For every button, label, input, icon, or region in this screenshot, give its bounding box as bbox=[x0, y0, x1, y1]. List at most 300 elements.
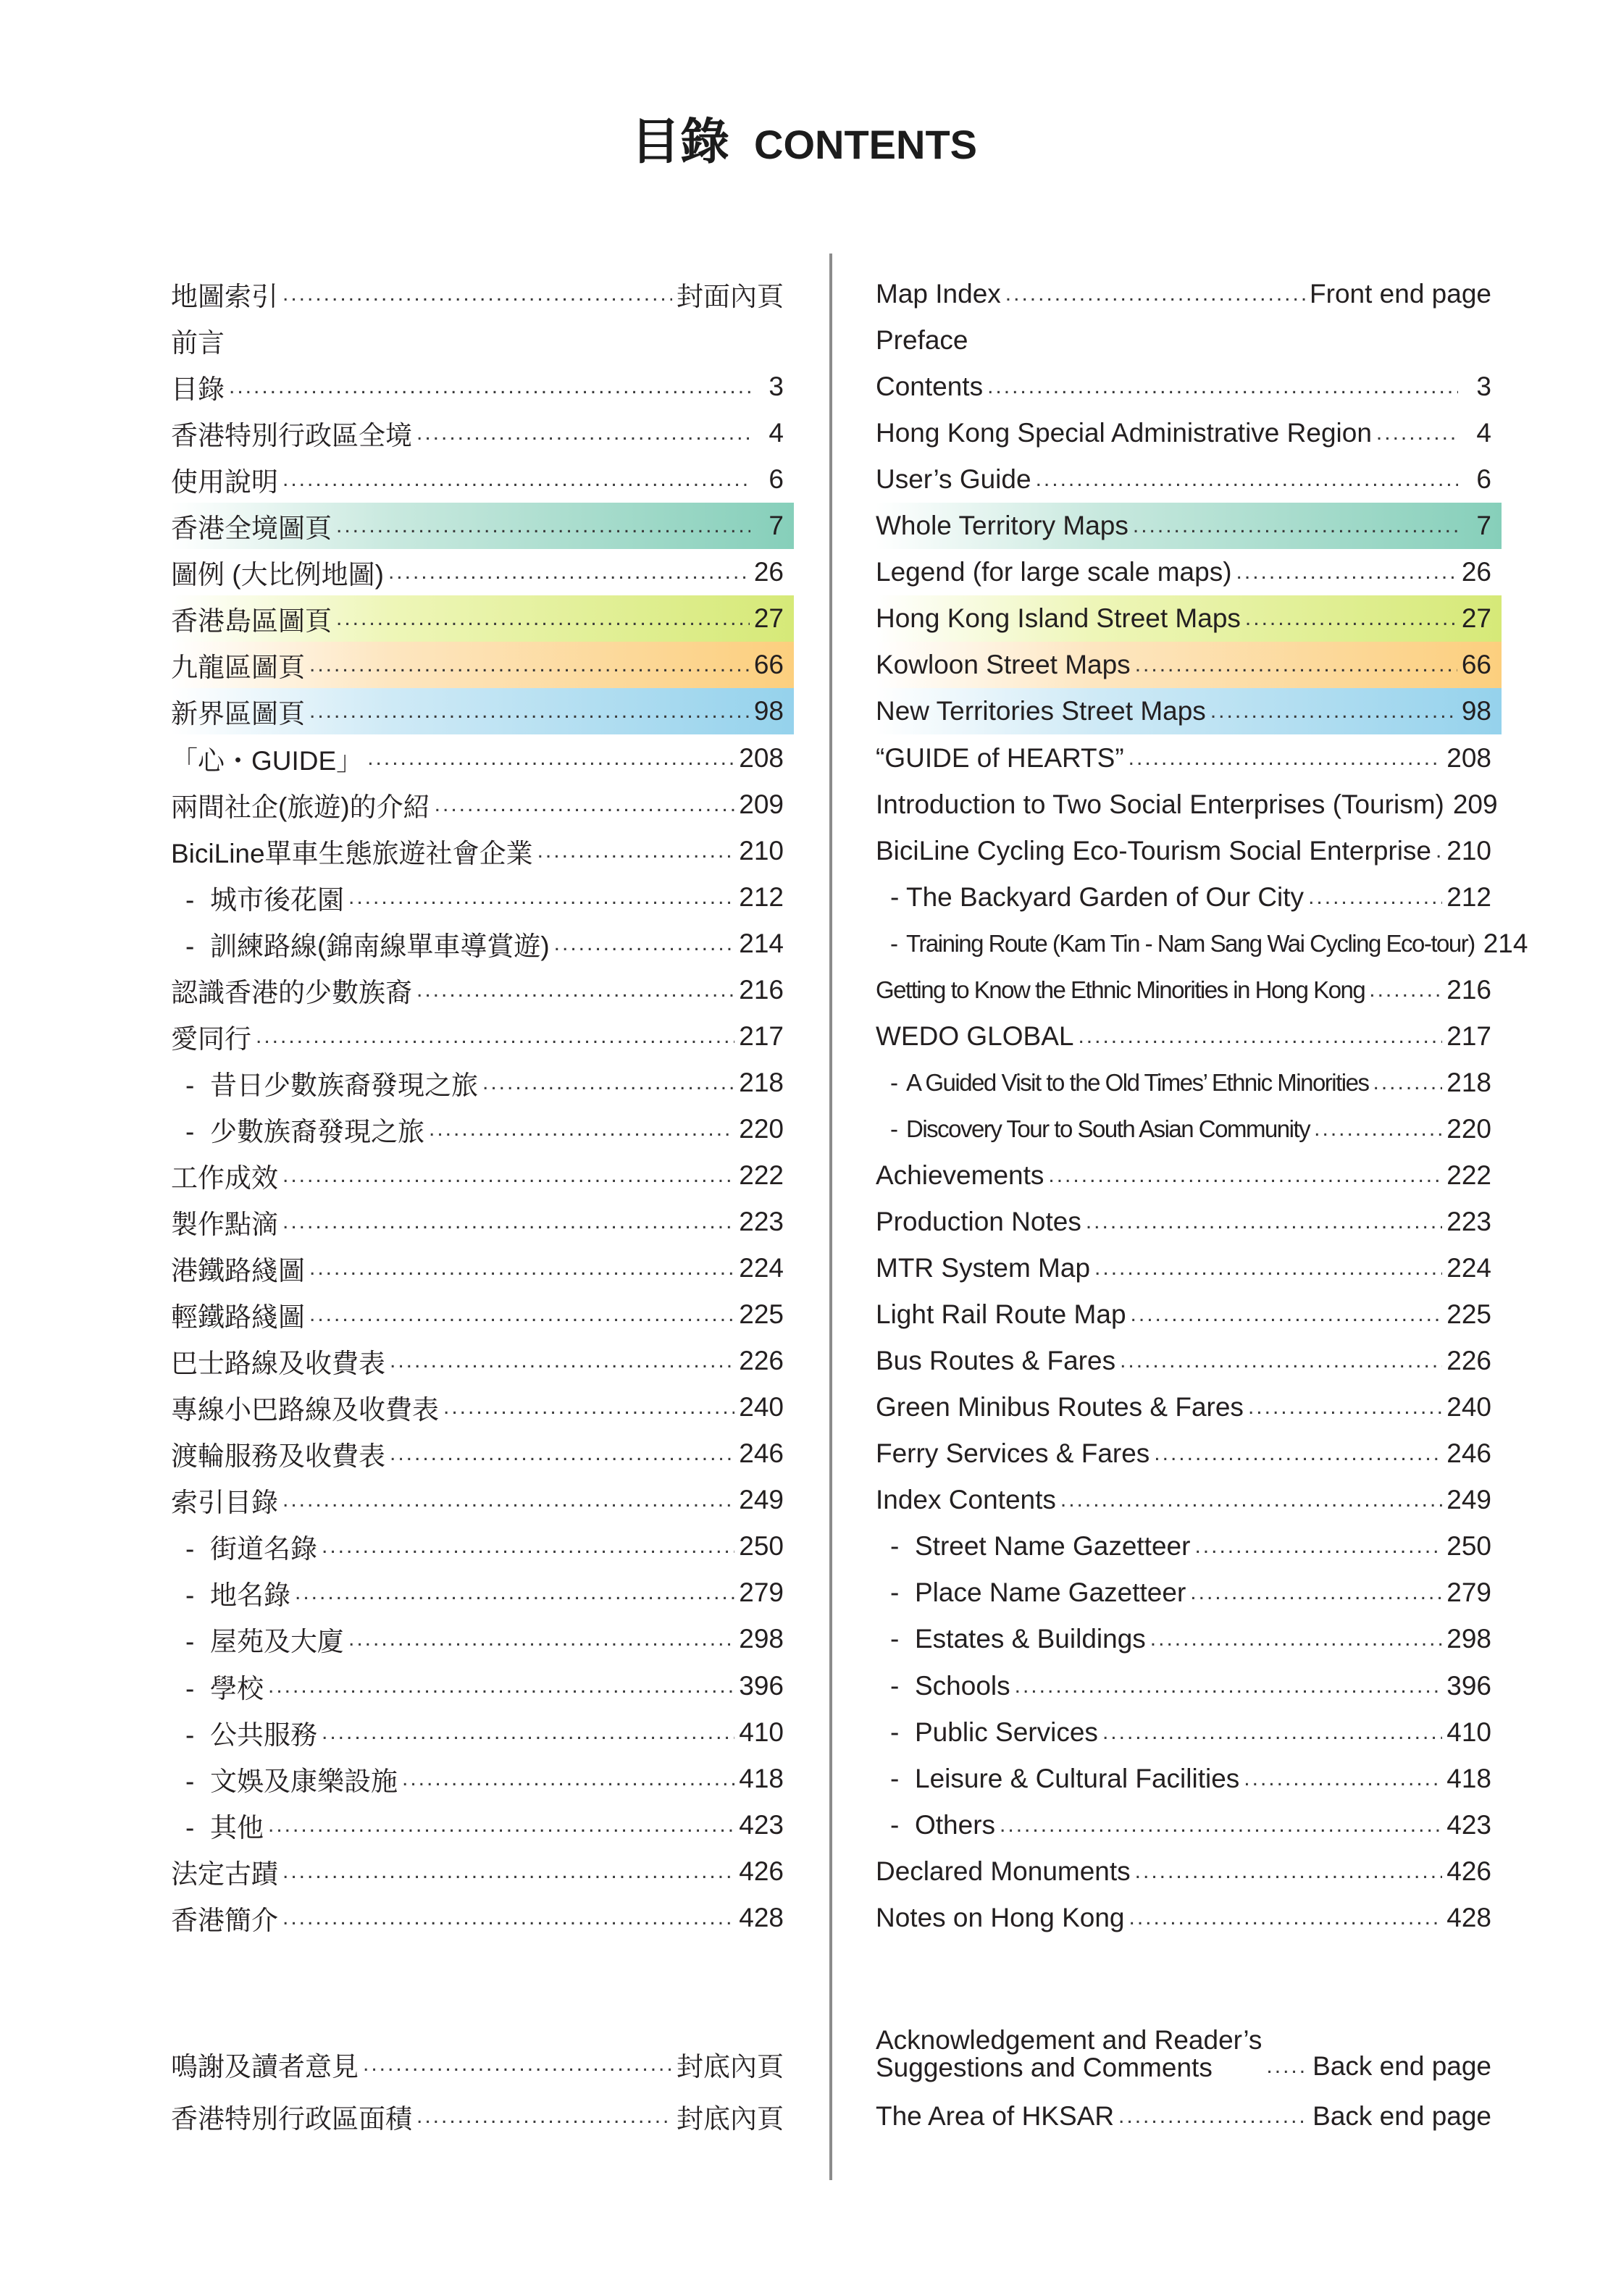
toc-entry[interactable] bbox=[171, 1802, 784, 1848]
toc-entry[interactable] bbox=[876, 2015, 1491, 2087]
toc-entry[interactable] bbox=[171, 1709, 784, 1756]
sub-entry-dash: - bbox=[185, 1534, 195, 1564]
page-number: 98 bbox=[1461, 696, 1491, 726]
toc-entry-text: Training Route (Kam Tin - Nam Sang Wai Cycling Eco-tour) bbox=[906, 929, 1475, 957]
leader-dots bbox=[322, 1535, 734, 1557]
leader-dots bbox=[336, 515, 750, 537]
toc-entry[interactable] bbox=[171, 1384, 784, 1430]
toc-entry[interactable] bbox=[171, 828, 784, 874]
toc-entry-label bbox=[171, 1667, 264, 1706]
page-number: 226 bbox=[739, 1346, 784, 1376]
sub-entry-dash: - bbox=[890, 1763, 900, 1793]
toc-entry-label: 使用說明 bbox=[171, 467, 278, 498]
sub-entry-dash: - bbox=[185, 1766, 195, 1796]
page-number: 222 bbox=[739, 1160, 784, 1190]
page-number: 98 bbox=[753, 696, 784, 726]
toc-entry-label-line2: Suggestions and Comments bbox=[876, 2053, 1213, 2082]
toc-entry-label: 兩間社企(旅遊)的介紹 bbox=[171, 792, 430, 822]
leader-dots bbox=[1436, 840, 1442, 862]
page-number: 66 bbox=[753, 650, 784, 680]
page-number: 226 bbox=[1446, 1346, 1491, 1376]
toc-entry-label: Getting to Know the Ethnic Minorities in Hong Kong bbox=[876, 976, 1365, 1003]
leader-dots bbox=[363, 2053, 672, 2075]
page-number: 封底內頁 bbox=[677, 2052, 784, 2082]
toc-entry-text: 街道名錄 bbox=[210, 1534, 317, 1564]
toc-entry-label: 工作成效 bbox=[171, 1162, 278, 1193]
leader-dots bbox=[402, 1768, 734, 1790]
toc-entry-text: 其他 bbox=[210, 1812, 264, 1843]
toc-entry-label: Achievements bbox=[876, 1160, 1044, 1190]
page-number: 426 bbox=[739, 1856, 784, 1886]
toc-entry-text: Street Name Gazetteer bbox=[915, 1531, 1191, 1562]
toc-entry-label bbox=[171, 1110, 424, 1149]
toc-entry-label: Light Rail Route Map bbox=[876, 1299, 1126, 1330]
toc-entry[interactable] bbox=[876, 782, 1498, 828]
toc-entry-label: 法定古蹟 bbox=[171, 1859, 278, 1889]
toc-entry-label: The Area of HKSAR bbox=[876, 2101, 1115, 2131]
page-number: 223 bbox=[739, 1207, 784, 1236]
page-number: 210 bbox=[1446, 835, 1491, 866]
leader-dots bbox=[309, 700, 750, 722]
page-number: 224 bbox=[739, 1253, 784, 1283]
toc-entry-label: Notes on Hong Kong bbox=[876, 1902, 1125, 1932]
toc-entry-label: Hong Kong Island Street Maps bbox=[876, 603, 1241, 634]
leader-dots bbox=[1102, 1722, 1442, 1743]
sub-entry-dash: - bbox=[185, 1673, 195, 1704]
toc-entry[interactable] bbox=[876, 1152, 1491, 1199]
leader-dots bbox=[1236, 561, 1457, 583]
leader-dots bbox=[1308, 887, 1442, 908]
toc-entry-label: 愛同行 bbox=[171, 1023, 251, 1054]
leader-dots bbox=[282, 469, 750, 490]
leader-dots bbox=[1120, 1350, 1442, 1372]
page-number: 66 bbox=[1461, 650, 1491, 680]
toc-entry[interactable] bbox=[171, 595, 794, 642]
page-number: 26 bbox=[753, 557, 784, 587]
page-number: 7 bbox=[769, 511, 784, 541]
page-title bbox=[0, 103, 1608, 173]
page-number: 3 bbox=[769, 372, 784, 402]
toc-entry-label bbox=[171, 1527, 317, 1566]
page-number: 212 bbox=[1446, 881, 1491, 912]
toc-entry-label bbox=[171, 1713, 317, 1752]
toc-entry-label bbox=[876, 1671, 1010, 1701]
toc-entry[interactable] bbox=[171, 549, 784, 595]
sub-entry-dash: - bbox=[890, 1670, 900, 1701]
toc-entry-label: Green Minibus Routes & Fares bbox=[876, 1392, 1244, 1423]
toc-entry-label: 製作點滴 bbox=[171, 1210, 278, 1239]
toc-entry[interactable] bbox=[876, 1338, 1491, 1384]
leader-dots bbox=[1369, 979, 1442, 1001]
page-number: 217 bbox=[1446, 1021, 1491, 1051]
page-number: 208 bbox=[739, 742, 784, 773]
toc-entry[interactable] bbox=[171, 1199, 784, 1245]
toc-entry[interactable] bbox=[876, 271, 1491, 317]
toc-entry[interactable] bbox=[171, 1848, 784, 1895]
toc-entry[interactable] bbox=[876, 1384, 1491, 1430]
toc-entry[interactable] bbox=[876, 735, 1491, 782]
page-number: 279 bbox=[739, 1578, 784, 1608]
leader-dots bbox=[390, 1350, 734, 1372]
leader-dots bbox=[256, 1026, 734, 1047]
page-number: 216 bbox=[1446, 974, 1491, 1005]
toc-entry[interactable] bbox=[876, 1663, 1491, 1709]
page-number: 220 bbox=[1446, 1113, 1491, 1144]
toc-entry-label bbox=[876, 1764, 1239, 1794]
sub-entry-dash: - bbox=[185, 884, 195, 915]
page-number: 240 bbox=[1446, 1392, 1491, 1423]
toc-entry-label bbox=[171, 1759, 398, 1798]
sub-entry-dash: - bbox=[185, 1627, 195, 1657]
toc-entry-label: 香港簡介 bbox=[171, 1905, 278, 1935]
leader-dots bbox=[1210, 700, 1457, 722]
toc-entry-label: “GUIDE of HEARTS” bbox=[876, 742, 1124, 773]
leader-dots bbox=[416, 422, 750, 444]
page-number: 212 bbox=[739, 881, 784, 912]
toc-entry[interactable] bbox=[171, 1291, 784, 1338]
leader-dots bbox=[295, 1582, 734, 1604]
toc-entry[interactable] bbox=[876, 967, 1491, 1013]
leader-dots bbox=[322, 1722, 734, 1743]
page-number: 410 bbox=[739, 1717, 784, 1747]
page-number: 423 bbox=[1446, 1809, 1491, 1840]
toc-entry[interactable] bbox=[876, 828, 1491, 874]
sub-entry-dash: - bbox=[890, 1115, 897, 1142]
toc-entry[interactable] bbox=[876, 1756, 1491, 1802]
leader-dots bbox=[1135, 654, 1457, 676]
page-number: 428 bbox=[1446, 1902, 1491, 1932]
leader-dots bbox=[282, 283, 672, 305]
toc-entry[interactable] bbox=[171, 1060, 784, 1106]
leader-dots bbox=[482, 1072, 734, 1094]
toc-entry-label: Hong Kong Special Administrative Region bbox=[876, 418, 1372, 448]
toc-entry[interactable] bbox=[171, 874, 784, 921]
page-number: 214 bbox=[1483, 928, 1528, 958]
toc-entry[interactable] bbox=[171, 2093, 784, 2140]
toc-entry[interactable] bbox=[171, 1616, 784, 1662]
toc-entry[interactable] bbox=[171, 410, 784, 456]
toc-entry-label: 香港島區圖頁 bbox=[171, 606, 332, 637]
page-number: 396 bbox=[739, 1670, 784, 1701]
leader-dots bbox=[1000, 1814, 1442, 1836]
sub-entry-dash: - bbox=[185, 1070, 195, 1100]
toc-entry[interactable] bbox=[171, 317, 784, 364]
leader-dots bbox=[1154, 1443, 1442, 1465]
toc-entry-text: 學校 bbox=[210, 1673, 264, 1704]
toc-entry[interactable] bbox=[876, 1013, 1491, 1060]
page-number: 209 bbox=[1452, 789, 1498, 819]
toc-entry-label bbox=[876, 1115, 1310, 1143]
toc-entry[interactable] bbox=[876, 2093, 1491, 2140]
page-number: 249 bbox=[1446, 1485, 1491, 1515]
page-number: 6 bbox=[1476, 464, 1491, 495]
page-number: 418 bbox=[1446, 1763, 1491, 1793]
leader-dots bbox=[1118, 2106, 1308, 2127]
page-number: 246 bbox=[739, 1438, 784, 1469]
toc-entry-label: 輕鐵路綫圖 bbox=[171, 1302, 305, 1333]
toc-entry[interactable] bbox=[171, 364, 784, 410]
toc-entry-label: 香港特別行政區全境 bbox=[171, 421, 412, 451]
toc-entry[interactable] bbox=[876, 503, 1502, 549]
toc-entry-label bbox=[876, 2027, 1262, 2082]
leader-dots bbox=[1376, 422, 1458, 444]
toc-entry-label bbox=[171, 1573, 290, 1612]
toc-entry-label bbox=[876, 1578, 1186, 1608]
toc-entry-label: 香港特別行政區面積 bbox=[171, 2104, 412, 2134]
toc-entry[interactable] bbox=[171, 1663, 784, 1709]
toc-entry-label: 九龍區圖頁 bbox=[171, 653, 305, 683]
page-number: Back end page bbox=[1312, 2051, 1491, 2081]
toc-entry[interactable] bbox=[876, 1106, 1491, 1152]
toc-entry[interactable] bbox=[876, 1430, 1491, 1477]
toc-entry-label: User’s Guide bbox=[876, 464, 1031, 495]
toc-entry[interactable] bbox=[171, 1756, 784, 1802]
toc-entry-label: 香港全境圖頁 bbox=[171, 514, 332, 544]
page-number: 250 bbox=[739, 1531, 784, 1562]
toc-entry[interactable] bbox=[171, 1477, 784, 1523]
toc-entry-label bbox=[876, 930, 1475, 958]
toc-entry[interactable] bbox=[171, 1245, 784, 1291]
page-number: 222 bbox=[1446, 1160, 1491, 1190]
sub-entry-dash: - bbox=[185, 1719, 195, 1750]
toc-entry[interactable] bbox=[171, 1152, 784, 1199]
toc-entry[interactable] bbox=[171, 782, 784, 828]
leader-dots bbox=[390, 1443, 734, 1465]
toc-entry[interactable] bbox=[876, 364, 1491, 410]
leader-dots bbox=[435, 794, 735, 816]
toc-entry-label: 認識香港的少數族裔 bbox=[171, 977, 412, 1007]
toc-entry[interactable] bbox=[876, 1060, 1491, 1106]
page-number: Back end page bbox=[1312, 2101, 1491, 2131]
toc-entry[interactable] bbox=[876, 642, 1502, 688]
toc-entry[interactable] bbox=[171, 503, 794, 549]
leader-dots bbox=[1190, 1582, 1442, 1604]
toc-entry[interactable] bbox=[171, 921, 784, 967]
page-number: 4 bbox=[769, 418, 784, 448]
toc-entry-label: New Territories Street Maps bbox=[876, 696, 1206, 726]
page-number: 423 bbox=[739, 1809, 784, 1840]
leader-dots bbox=[1135, 1861, 1443, 1882]
toc-entry-label bbox=[171, 1620, 344, 1659]
toc-entry[interactable] bbox=[876, 688, 1502, 734]
page-number: 298 bbox=[1446, 1624, 1491, 1654]
toc-entry-label bbox=[876, 882, 1304, 913]
leader-dots bbox=[1245, 608, 1457, 629]
toc-entry-text: A Guided Visit to the Old Times’ Ethnic Minorities bbox=[906, 1068, 1369, 1096]
toc-entry-label: 新界區圖頁 bbox=[171, 699, 305, 729]
toc-entry[interactable] bbox=[876, 1802, 1491, 1848]
leader-dots bbox=[1133, 515, 1458, 537]
leader-dots bbox=[348, 1628, 734, 1650]
toc-entry[interactable] bbox=[171, 1570, 784, 1616]
sub-entry-dash: - bbox=[185, 1812, 195, 1843]
sub-entry-dash: - bbox=[890, 1809, 900, 1840]
toc-entry-text: 城市後花園 bbox=[210, 884, 344, 915]
leader-dots bbox=[416, 2106, 672, 2127]
toc-entry[interactable] bbox=[876, 1616, 1491, 1662]
page-number: 4 bbox=[1476, 418, 1491, 448]
toc-entry[interactable] bbox=[171, 1523, 784, 1570]
page-number: 218 bbox=[1446, 1067, 1491, 1097]
toc-entry-label: Index Contents bbox=[876, 1485, 1056, 1515]
toc-entry-label bbox=[876, 1624, 1146, 1654]
toc-entry[interactable] bbox=[876, 874, 1491, 921]
toc-entry[interactable] bbox=[171, 967, 784, 1013]
toc-entry-label: Production Notes bbox=[876, 1207, 1081, 1236]
toc-entry-label: 巴士路線及收費表 bbox=[171, 1349, 385, 1379]
leader-dots bbox=[282, 1165, 734, 1186]
leader-dots bbox=[388, 561, 750, 583]
toc-entry[interactable] bbox=[171, 1106, 784, 1152]
sub-entry-dash: - bbox=[890, 1578, 900, 1608]
page-number: 225 bbox=[1446, 1299, 1491, 1330]
page-number: 208 bbox=[1446, 742, 1491, 773]
page-number: 396 bbox=[1446, 1670, 1491, 1701]
page-number: 6 bbox=[769, 464, 784, 495]
toc-entry-text: 公共服務 bbox=[210, 1719, 317, 1750]
leader-dots bbox=[309, 1304, 734, 1325]
toc-entry-label bbox=[876, 1531, 1190, 1562]
toc-entry-text: 少數族裔發現之旅 bbox=[210, 1116, 424, 1147]
toc-entry-label bbox=[876, 1810, 995, 1840]
leader-dots bbox=[429, 1118, 734, 1140]
toc-entry-label: 港鐵路綫圖 bbox=[171, 1256, 305, 1286]
leader-dots bbox=[1015, 1675, 1443, 1697]
leader-dots bbox=[416, 979, 734, 1001]
page-title-en: CONTENTS bbox=[754, 122, 977, 167]
page-number: 246 bbox=[1446, 1438, 1491, 1469]
toc-entry-label: BiciLine單車生態旅遊社會企業 bbox=[171, 838, 533, 868]
leader-dots bbox=[537, 840, 735, 862]
page-number: Front end page bbox=[1310, 279, 1491, 309]
toc-entry[interactable] bbox=[876, 1848, 1491, 1895]
toc-entry[interactable] bbox=[876, 1477, 1491, 1523]
leader-dots bbox=[282, 1861, 734, 1882]
toc-entry-text: 文娛及康樂設施 bbox=[210, 1766, 398, 1796]
toc-entry-text: Estates & Buildings bbox=[915, 1624, 1146, 1654]
toc-entry[interactable] bbox=[876, 410, 1491, 456]
toc-entry[interactable] bbox=[171, 1430, 784, 1477]
leader-dots bbox=[1266, 2056, 1308, 2077]
leader-dots bbox=[1078, 1026, 1442, 1047]
leader-dots bbox=[1128, 747, 1443, 769]
leader-dots bbox=[268, 1814, 734, 1836]
toc-entry-text: Public Services bbox=[915, 1717, 1098, 1747]
toc-entry-label: 前言 bbox=[171, 328, 225, 359]
toc-entry-label: Map Index bbox=[876, 279, 1001, 309]
toc-entry-label: Kowloon Street Maps bbox=[876, 650, 1131, 680]
toc-entry[interactable] bbox=[876, 595, 1502, 642]
toc-entry-label: Legend (for large scale maps) bbox=[876, 557, 1232, 587]
toc-entry[interactable] bbox=[171, 735, 784, 782]
toc-entry-label: Introduction to Two Social Enterprises (Tourism) bbox=[876, 789, 1444, 819]
page-number: 418 bbox=[739, 1763, 784, 1793]
toc-entry[interactable] bbox=[876, 921, 1528, 967]
page-number: 298 bbox=[739, 1624, 784, 1654]
sub-entry-dash: - bbox=[890, 1068, 897, 1096]
toc-entry[interactable] bbox=[876, 1245, 1491, 1291]
page-number: 240 bbox=[739, 1392, 784, 1423]
toc-entry-label: 目錄 bbox=[171, 374, 225, 405]
toc-entry[interactable] bbox=[171, 642, 794, 688]
toc-entry-label bbox=[171, 878, 344, 917]
page-title-zh: 目錄 bbox=[630, 114, 729, 171]
leader-dots bbox=[1086, 1211, 1442, 1233]
page-number: 224 bbox=[1446, 1253, 1491, 1283]
leader-dots bbox=[1248, 1396, 1442, 1418]
toc-entry[interactable] bbox=[171, 2041, 784, 2087]
leader-dots bbox=[443, 1396, 734, 1418]
toc-entry-label: Preface bbox=[876, 325, 968, 356]
toc-entry[interactable] bbox=[876, 1291, 1491, 1338]
toc-entry[interactable] bbox=[171, 456, 784, 503]
leader-dots bbox=[1373, 1072, 1442, 1094]
toc-entry-text: Others bbox=[915, 1809, 996, 1840]
sub-entry-dash: - bbox=[890, 1531, 900, 1562]
toc-entry[interactable] bbox=[876, 1523, 1491, 1570]
page-number: 217 bbox=[739, 1021, 784, 1051]
toc-entry-label: BiciLine Cycling Eco-Tourism Social Enterprise bbox=[876, 835, 1432, 866]
toc-entry[interactable] bbox=[171, 1013, 784, 1060]
toc-entry[interactable] bbox=[876, 1570, 1491, 1616]
toc-entry-label: WEDO GLOBAL bbox=[876, 1021, 1074, 1051]
toc-entry-label: 「心・GUIDE」 bbox=[171, 745, 364, 776]
page-number: 223 bbox=[1446, 1207, 1491, 1236]
page-number: 216 bbox=[739, 974, 784, 1005]
page-number: 426 bbox=[1446, 1856, 1491, 1886]
toc-entry-label-line1: Acknowledgement and Reader’s bbox=[876, 2025, 1262, 2055]
toc-entry[interactable] bbox=[876, 456, 1491, 503]
toc-entry[interactable] bbox=[171, 1338, 784, 1384]
toc-entry-text: The Backyard Garden of Our City bbox=[906, 881, 1305, 912]
toc-entry[interactable] bbox=[876, 549, 1491, 595]
leader-dots bbox=[348, 887, 734, 908]
leader-dots bbox=[1060, 1489, 1442, 1511]
page-number: 封底內頁 bbox=[677, 2104, 784, 2134]
page-number: 7 bbox=[1476, 511, 1491, 541]
leader-dots bbox=[1036, 469, 1458, 490]
sub-entry-dash: - bbox=[185, 1580, 195, 1611]
page-number: 249 bbox=[739, 1485, 784, 1515]
leader-dots bbox=[1048, 1165, 1442, 1186]
toc-entry-label bbox=[171, 1806, 264, 1845]
column-divider bbox=[829, 254, 832, 2180]
toc-entry[interactable] bbox=[171, 688, 794, 734]
toc-entry[interactable] bbox=[876, 1199, 1491, 1245]
toc-entry[interactable] bbox=[876, 1895, 1491, 1941]
toc-entry[interactable] bbox=[171, 271, 784, 317]
toc-entry[interactable] bbox=[876, 317, 1491, 364]
toc-entry-label bbox=[171, 924, 550, 963]
toc-entry[interactable] bbox=[171, 1895, 784, 1941]
leader-dots bbox=[282, 1489, 734, 1511]
toc-entry[interactable] bbox=[876, 1709, 1491, 1756]
leader-dots bbox=[1314, 1118, 1442, 1140]
toc-entry-label: Whole Territory Maps bbox=[876, 511, 1128, 541]
toc-entry-text: Place Name Gazetteer bbox=[915, 1578, 1186, 1608]
page-number: 3 bbox=[1476, 372, 1491, 402]
sub-entry-dash: - bbox=[890, 1624, 900, 1654]
page-number: 250 bbox=[1446, 1531, 1491, 1562]
leader-dots bbox=[229, 376, 750, 398]
leader-dots bbox=[1150, 1628, 1442, 1650]
page-number: 封面內頁 bbox=[677, 282, 784, 311]
page-number: 220 bbox=[739, 1113, 784, 1144]
toc-entry-label bbox=[876, 1069, 1368, 1097]
page-number: 214 bbox=[739, 928, 784, 958]
page-number: 225 bbox=[739, 1299, 784, 1330]
leader-dots bbox=[554, 933, 735, 955]
